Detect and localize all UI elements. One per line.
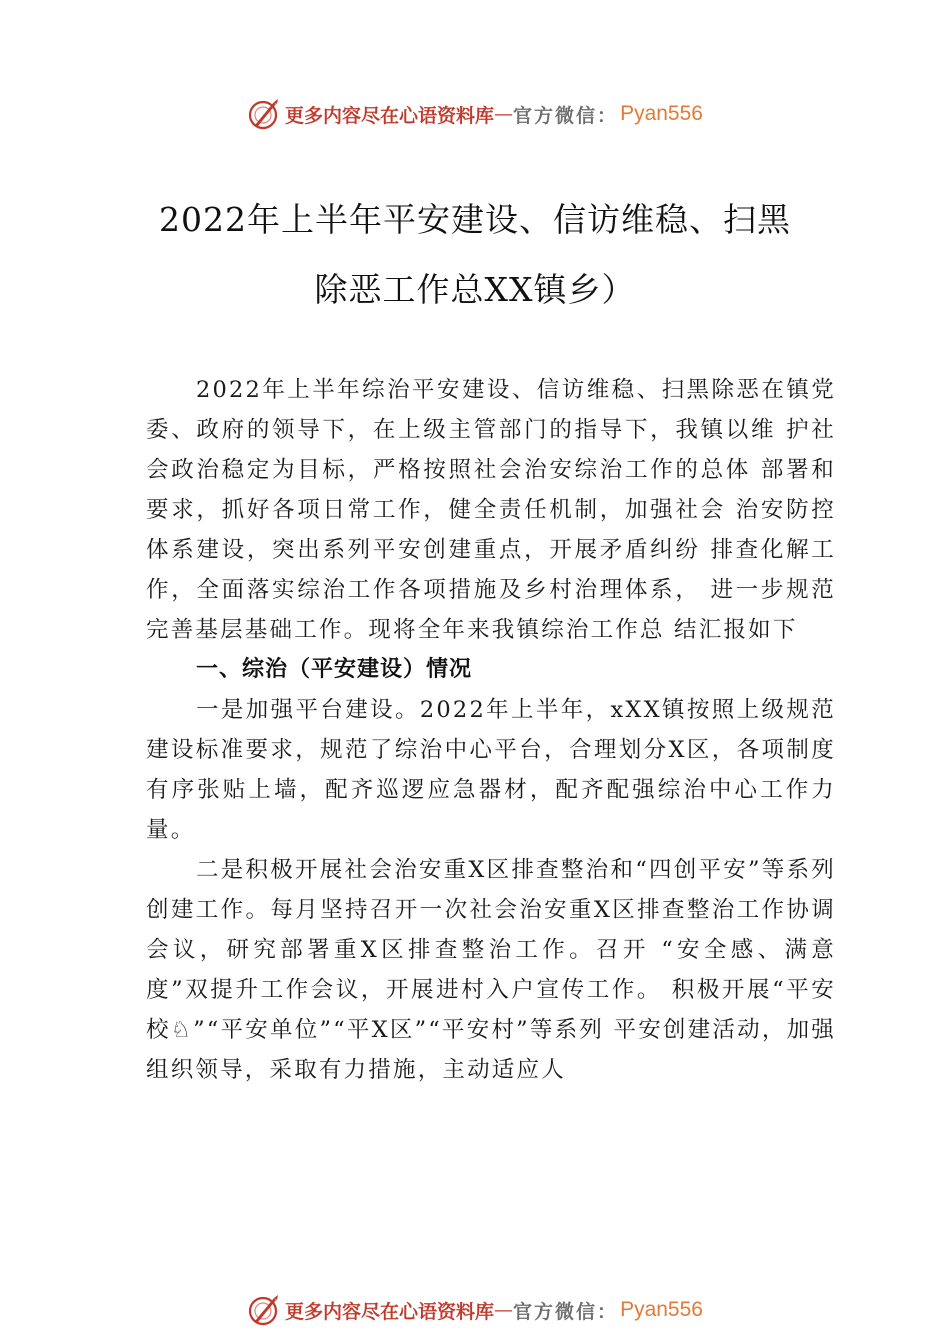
watermark-wechat-label: 官方微信： xyxy=(513,104,619,127)
quill-logo-icon xyxy=(247,97,281,131)
watermark-banner-bottom xyxy=(0,1288,950,1332)
watermark-dash: — xyxy=(494,103,514,125)
watermark-wechat-id: Pyan556 xyxy=(620,1298,703,1321)
intro-paragraph: 2022年上半年综治平安建设、信访维稳、扫黑除恶在镇党委、政府的领导下，在上级主管部门的指导下，我镇以维 护社会政治稳定为目标，严格按照社会治安综治工作的总体 部署和要求，抓好各项日常工作，健全责任机制，加强社会 治安防控体系建设，突出系列平安创建重点，开展矛盾纠纷 排查化解工作，全面落实综治工作各项措施及乡村治理体系， 进一步规范完善基层基础工作。现将全年来我镇综治工作总 结汇报如下 xyxy=(146,377,836,643)
section-heading: 一、综治（平安建设）情况 xyxy=(196,657,473,682)
document-title-line-2: 除恶工作总XX镇乡） xyxy=(314,270,636,309)
watermark-wechat-label: 官方微信： xyxy=(513,1300,619,1323)
watermark-brand-text: 更多内容尽在心语资料库 xyxy=(285,104,495,127)
watermark-banner-top xyxy=(0,92,950,136)
watermark-brand-text: 更多内容尽在心语资料库 xyxy=(285,1300,495,1323)
section-paragraph-1: 一是加强平台建设。2022年上半年，xXX镇按照上级规范建设标准要求，规范了综治中心平台，合理划分X区，各项制度有序张贴上墙，配齐巡逻应急器材，配齐配强综治中心工作力量。 xyxy=(146,697,836,843)
quill-logo-icon xyxy=(247,1293,281,1327)
document-body xyxy=(146,370,836,1090)
section-paragraph-2: 二是积极开展社会治安重X区排查整治和“四创平安”等系列创建工作。每月坚持召开一次社会治安重X区排查整治工作协调会议，研究部署重X区排查整治工作。召开 “安全感、满意度”双提升工作会议，开展进村入户宣传工作。 积极开展“平安校♘”“平安单位”“平X区”“平安村”等系列 平安创建活动，加强组织领导，采取有力措施，主动适应人 xyxy=(146,857,836,1083)
watermark-wechat-id: Pyan556 xyxy=(620,102,703,125)
document-title-line-1: 2022年上半年平安建设、信访维稳、扫黑 xyxy=(159,200,791,239)
watermark-dash: — xyxy=(494,1299,514,1321)
